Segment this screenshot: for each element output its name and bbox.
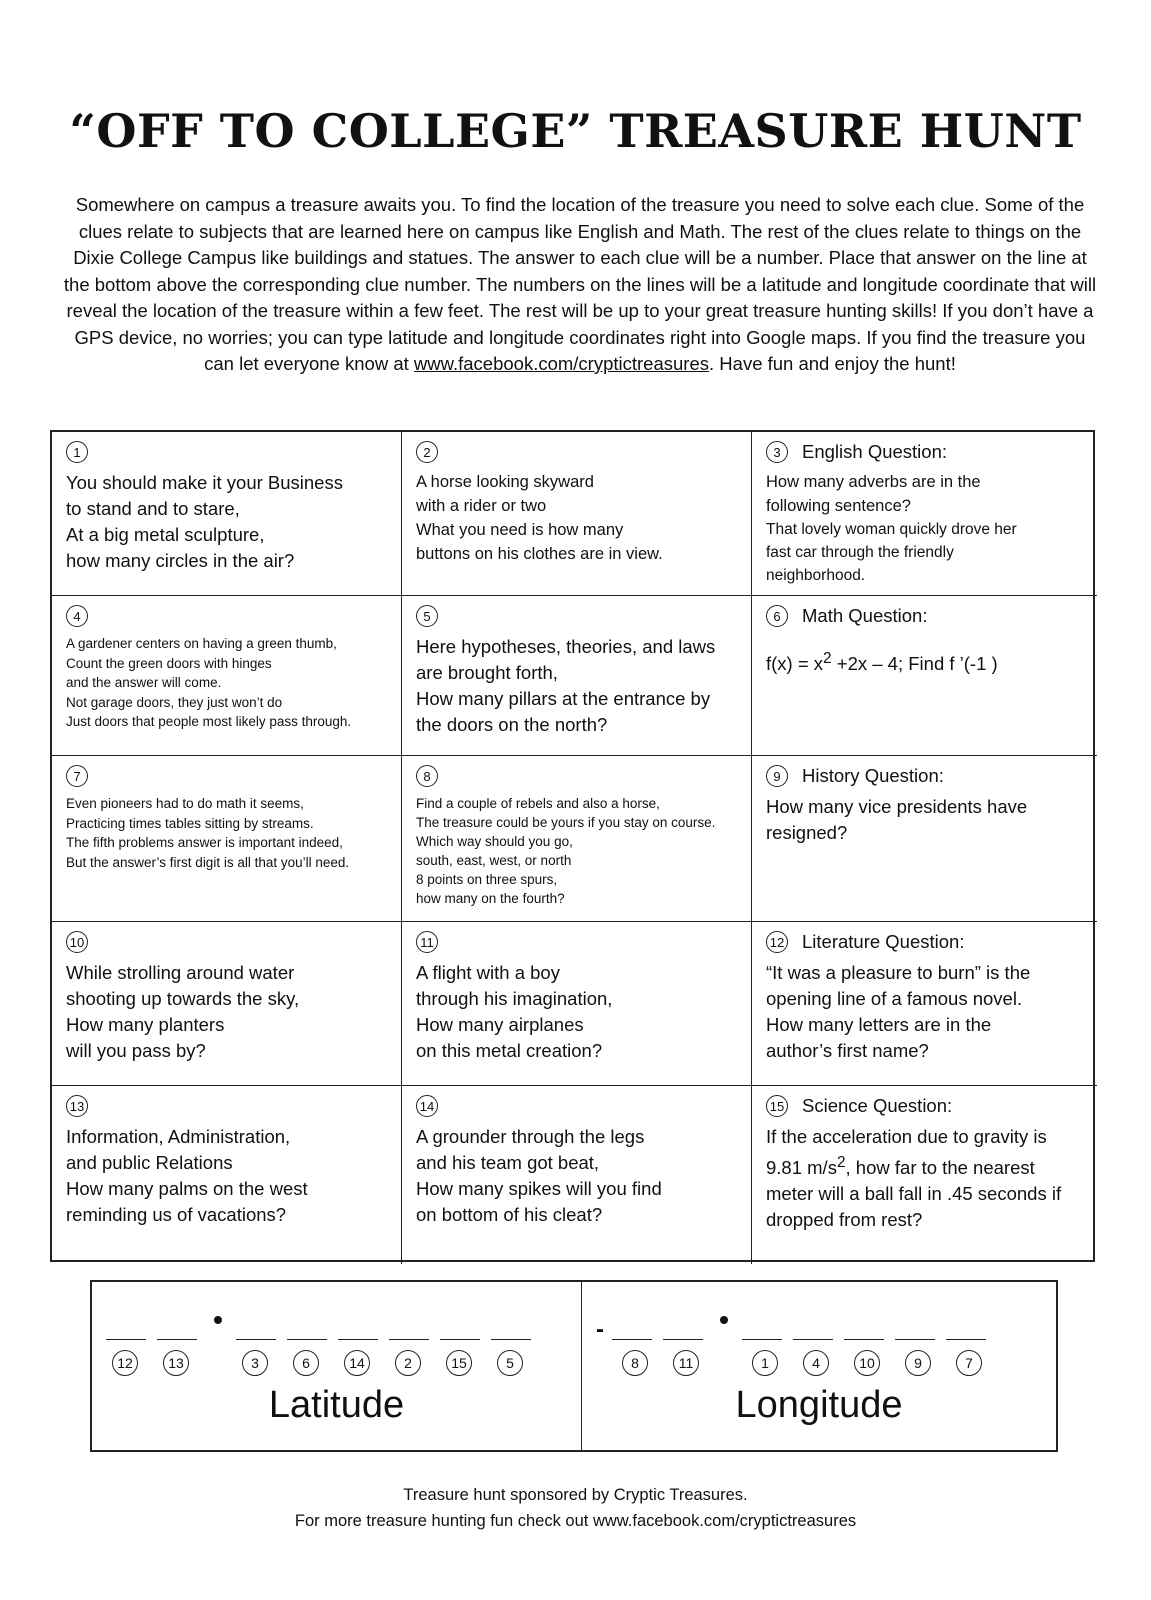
clue-number: 5 [416, 605, 438, 627]
clue-ref: 11 [673, 1350, 699, 1376]
answer-line[interactable] [236, 1319, 276, 1340]
intro-closing: . Have fun and enjoy the hunt! [709, 353, 956, 374]
longitude-label: Longitude [735, 1384, 903, 1426]
clue-ref: 14 [344, 1350, 370, 1376]
clue-ref: 1 [752, 1350, 778, 1376]
clue-ref: 9 [905, 1350, 931, 1376]
clue-title: Math Question: [802, 605, 928, 626]
clue-ref: 3 [242, 1350, 268, 1376]
clue-number: 4 [66, 605, 88, 627]
longitude-clue-order [622, 1350, 1007, 1376]
facebook-link[interactable]: www.facebook.com/cryptictreasures [413, 353, 710, 374]
clue-text: A grounder through the legs and his team got beat, How many spikes will you find on bottom of his cleat? [416, 1126, 662, 1225]
page-title: “OFF TO COLLEGE” TREASURE HUNT [69, 104, 1082, 158]
clue-cell-5 [402, 596, 752, 756]
clue-ref: 7 [956, 1350, 982, 1376]
clue-cell-9 [752, 756, 1097, 922]
footer-more: For more treasure hunting fun check out www.facebook.com/cryptictreasures [294, 1512, 857, 1530]
answer-line[interactable] [157, 1319, 197, 1340]
longitude-answer-lines [596, 1316, 997, 1343]
clue-text: Even pioneers had to do math it seems, Practicing times tables sitting by streams. The fifth problems answer is important indeed, But the answer’s first digit is all that you’ll need. [66, 796, 350, 870]
clue-cell-2 [402, 432, 752, 596]
clue-ref: 6 [293, 1350, 319, 1376]
latitude-answer-lines [106, 1316, 542, 1340]
clue-cell-10 [52, 922, 402, 1086]
clue-cell-13 [52, 1086, 402, 1264]
clue-cell-8 [402, 756, 752, 922]
clue-cell-7 [52, 756, 402, 922]
answer-line[interactable] [491, 1319, 531, 1340]
clue-number: 1 [66, 441, 88, 463]
math-equation: $f(x) = x^2 +2x - 4$; Find f ’(-1 ) [766, 650, 998, 675]
footer-sponsor: Treasure hunt sponsored by Cryptic Treasures. [403, 1486, 748, 1504]
clue-cell-6 [752, 596, 1097, 756]
clue-text: A gardener centers on having a green thumb, Count the green doors with hinges and the answer will come. Not garage doors, they just won’t do Just doors that people most likely pass through. [66, 636, 352, 729]
minus-sign: - [596, 1316, 604, 1343]
clue-text: A flight with a boy through his imagination, How many airplanes on this metal creation? [416, 962, 613, 1061]
clue-number: 11 [416, 931, 438, 953]
clue-number: 12 [766, 931, 788, 953]
clue-ref: 12 [112, 1350, 138, 1376]
clue-cell-12 [752, 922, 1097, 1086]
intro-paragraph [60, 192, 1100, 378]
clue-ref: 5 [497, 1350, 523, 1376]
footer [0, 1482, 1151, 1534]
clue-cell-4 [52, 596, 402, 756]
clue-ref: 13 [163, 1350, 189, 1376]
clue-number: 9 [766, 765, 788, 787]
latitude-clue-order [112, 1350, 548, 1376]
answer-line[interactable] [440, 1319, 480, 1340]
answer-line[interactable] [793, 1319, 833, 1340]
coordinate-answer-box [90, 1280, 1058, 1452]
clue-text: While strolling around water shooting up towards the sky, How many planters will you pass by? [66, 962, 300, 1061]
answer-line[interactable] [844, 1319, 884, 1340]
answer-line[interactable] [106, 1319, 146, 1340]
clue-number: 10 [66, 931, 88, 953]
clue-text: How many vice presidents have resigned? [766, 796, 1028, 843]
clue-number: 13 [66, 1095, 88, 1117]
clue-cell-14 [402, 1086, 752, 1264]
clue-cell-1 [52, 432, 402, 596]
clue-title: History Question: [802, 765, 944, 786]
clue-text: “It was a pleasure to burn” is the opening line of a famous novel. How many letters are in the author’s first name? [766, 962, 1031, 1061]
answer-line[interactable] [946, 1319, 986, 1340]
decimal-point [214, 1316, 222, 1324]
answer-line[interactable] [389, 1319, 429, 1340]
clue-ref: 4 [803, 1350, 829, 1376]
clue-number: 15 [766, 1095, 788, 1117]
clue-ref: 8 [622, 1350, 648, 1376]
clue-text: Find a couple of rebels and also a horse, The treasure could be yours if you stay on course. Which way should you go, south, east, west, or north 8 points on three spurs, how many on the fourth? [416, 796, 716, 906]
clue-grid [50, 430, 1095, 1262]
clue-title: English Question: [802, 441, 948, 462]
answer-line[interactable] [338, 1319, 378, 1340]
clue-cell-15 [752, 1086, 1097, 1264]
clue-text: How many adverbs are in the following sentence? [766, 473, 981, 515]
clue-number: 3 [766, 441, 788, 463]
clue-ref: 10 [854, 1350, 880, 1376]
clue-ref: 2 [395, 1350, 421, 1376]
clue-title: Literature Question: [802, 931, 965, 952]
longitude-section [582, 1282, 1056, 1450]
decimal-point [720, 1316, 728, 1324]
clue-number: 8 [416, 765, 438, 787]
clue-cell-3 [752, 432, 1097, 596]
clue-number: 6 [766, 605, 788, 627]
clue-cell-11 [402, 922, 752, 1086]
answer-line[interactable] [612, 1319, 652, 1340]
clue-sentence: That lovely woman quickly drove her fast car through the friendly neighborhood. [766, 521, 1017, 584]
clue-text: Here hypotheses, theories, and laws are brought forth, How many pillars at the entrance by the doors on the north? [416, 636, 716, 735]
clue-ref: 15 [446, 1350, 472, 1376]
clue-text: Information, Administration, and public Relations How many palms on the west reminding us of vacations? [66, 1126, 308, 1225]
clue-number: 14 [416, 1095, 438, 1117]
clue-number: 2 [416, 441, 438, 463]
clue-text: You should make it your Business to stand and to stare, At a big metal sculpture, how many circles in the air? [66, 472, 343, 571]
answer-line[interactable] [895, 1319, 935, 1340]
clue-text: If the acceleration due to gravity is 9.81 $m/s^2$, how far to the nearest meter will a ball fall in .45 seconds if dropped from rest? [766, 1126, 1062, 1231]
clue-title: Science Question: [802, 1095, 953, 1116]
latitude-label: Latitude [268, 1384, 405, 1426]
intro-text: Somewhere on campus a treasure awaits you. To find the location of the treasure you need to solve each clue. Some of the clues relate to subjects that are learned here on campus like English and Math. The rest of the clues relate to things on the Dixie College Campus like buildings and statues. The answer to each clue will be a number. Place that answer on the line at the bottom above the corresponding clue number. The numbers on the lines will be a latitude and longitude coordinate that will reveal the location of the treasure within a few feet. The rest will be up to your great treasure hunting skills! If you don’t have a GPS device, no worries; you can type latitude and longitude coordinates right into Google maps. If you find the treasure you can let everyone know at [63, 194, 1097, 374]
latitude-section [92, 1282, 582, 1450]
answer-line[interactable] [742, 1319, 782, 1340]
clue-number: 7 [66, 765, 88, 787]
answer-line[interactable] [287, 1319, 327, 1340]
clue-text: A horse looking skyward with a rider or two What you need is how many buttons on his clothes are in view. [416, 473, 663, 563]
answer-line[interactable] [663, 1319, 703, 1340]
